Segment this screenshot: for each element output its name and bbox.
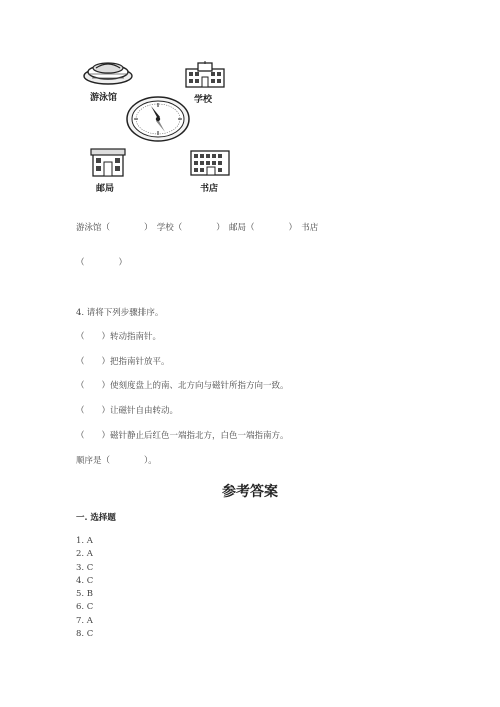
- school-icon: [184, 61, 226, 89]
- answer-list: [76, 535, 93, 641]
- answer-item: 4. C: [76, 575, 94, 586]
- answer-item: 5. B: [76, 589, 94, 600]
- answer-key-title: 参考答案: [222, 484, 278, 500]
- compass-icon: [125, 95, 191, 143]
- q4-step-4: （ ）让磁针自由转动。: [76, 406, 179, 416]
- q3-blanks-line: 游泳馆（ ） 学校（ ） 邮局（ ） 书店: [76, 223, 319, 233]
- swimming-pool-icon: [82, 56, 134, 86]
- answer-section-heading: 一. 选择题: [76, 513, 116, 523]
- answer-item: 7. A: [76, 615, 93, 626]
- answer-item: 6. C: [76, 602, 94, 613]
- q4-order-line: 顺序是（ ）。: [76, 456, 157, 466]
- q4-step-3: （ ）使刻度盘上的南、北方向与磁针所指方向一致。: [76, 381, 289, 391]
- swimming-pool-label: 游泳馆: [90, 93, 118, 103]
- answer-item: 2. A: [76, 549, 93, 560]
- q4-heading: 4. 请将下列步骤排序。: [76, 308, 164, 318]
- post-office-label: 邮局: [96, 184, 115, 194]
- answer-item: 3. C: [76, 562, 94, 573]
- bookstore-label: 书店: [200, 184, 219, 194]
- answer-item: 1. A: [76, 536, 93, 546]
- school-label: 学校: [194, 95, 213, 105]
- bookstore-icon: [189, 149, 231, 177]
- compass-buildings-figure: [76, 48, 246, 198]
- q3-continuation: （ ）: [76, 258, 128, 268]
- q4-step-1: （ ）转动指南针。: [76, 332, 162, 342]
- q4-step-5: （ ）磁针静止后红色一端指北方，白色一端指南方。: [76, 431, 289, 441]
- answer-item: 8. C: [76, 629, 94, 640]
- post-office-icon: [90, 146, 126, 178]
- q4-step-2: （ ）把指南针放平。: [76, 357, 170, 367]
